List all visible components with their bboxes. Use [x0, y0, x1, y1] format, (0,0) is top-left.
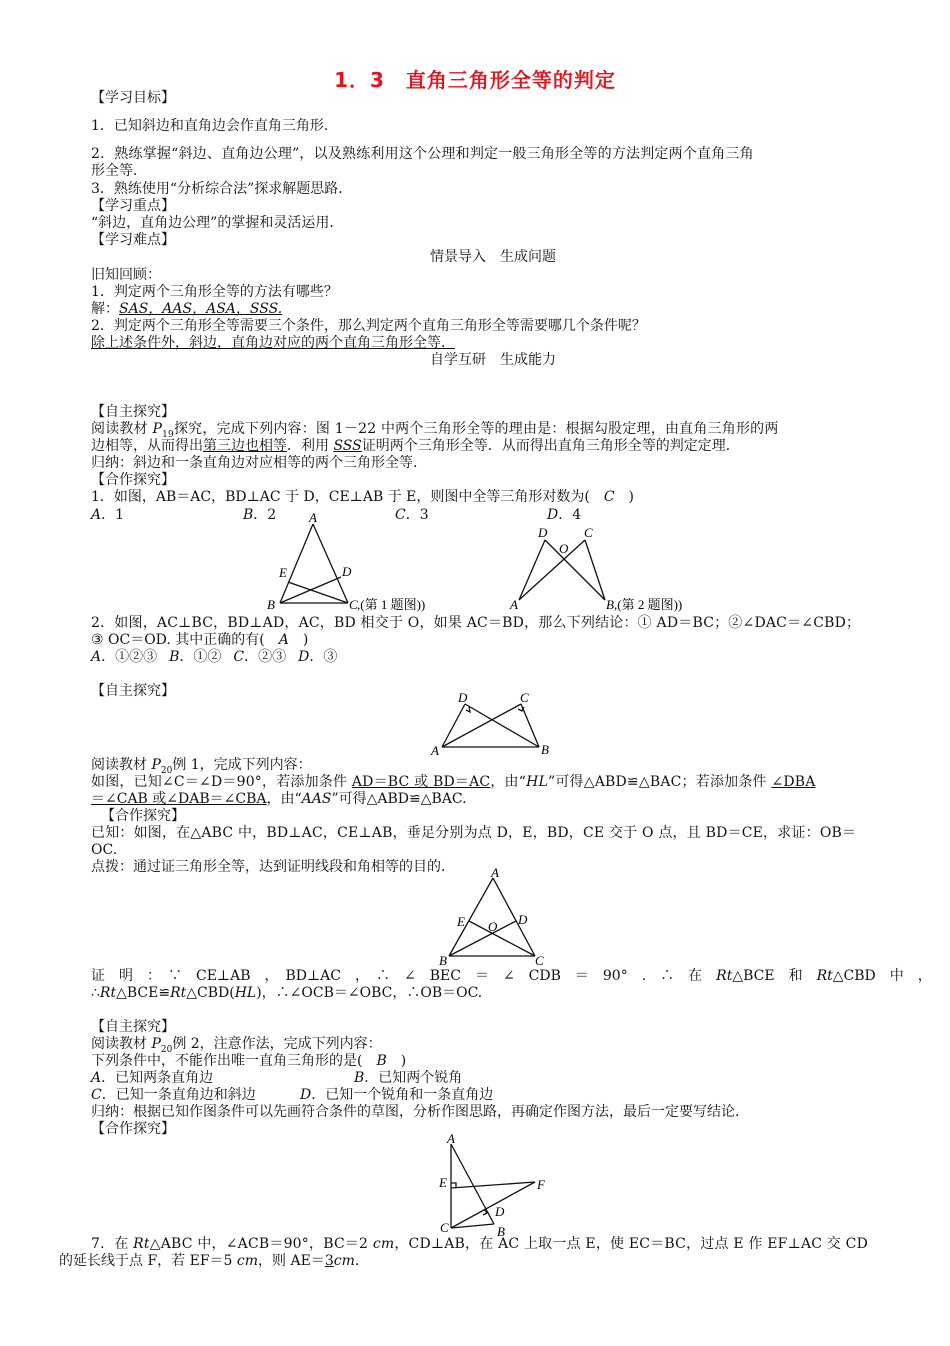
review-question-2: 2．判定两个三角形全等需要三个条件，那么判定两个直角三角形全等需要哪几个条件呢？ [91, 318, 646, 334]
question-1-option-b: B．2 [243, 507, 277, 523]
section-heading-objectives: 【学习目标】 [91, 90, 175, 106]
section-heading-difficulty: 【学习难点】 [91, 232, 175, 248]
fig2-caption: ,(第 2 题图)) [614, 597, 683, 612]
figure-5 [436, 1132, 556, 1242]
section-heading-self-explore-3: 【自主探究】 [91, 1019, 175, 1035]
fig5-label-a: A [447, 1131, 455, 1146]
fig4-label-e: E [457, 914, 465, 929]
fig3-side-db [465, 704, 539, 747]
fig2-label-a: A [510, 597, 518, 612]
objective-2-cont: 形全等． [91, 163, 147, 179]
fig4-label-o: O [488, 919, 498, 934]
fig1-label-d: D [342, 564, 352, 579]
question-7-cont: 的延长线于点 F，若 EF＝5 cm，则 AE＝3cm. [59, 1253, 360, 1269]
question-7: 7．在 Rt△ABC 中，∠ACB＝90°，BC＝2 cm，CD⊥AB，在 AC 上取一点 E，使 EC＝BC，过点 E 作 EF⊥AC 交 CD [91, 1236, 869, 1252]
fig5-label-d: D [495, 1204, 505, 1219]
question-1-option-d: D．4 [547, 507, 582, 523]
section-heading-key: 【学习重点】 [91, 198, 175, 214]
proof-hint: 点拨：通过证三角形全等，达到证明线段和角相等的目的． [91, 859, 455, 875]
question-2: 2．如图，AC⊥BC，BD⊥AD，AC，BD 相交于 O，如果 AC＝BD，那么下列结论：① AD＝BC；②∠DAC＝∠CBD； [91, 615, 861, 631]
section-heading-coop-3: 【合作探究】 [91, 1121, 175, 1137]
explore-3-text: 阅读教材 $P_{20}$例 2，注意作法，完成下列内容： [91, 1036, 382, 1055]
figure-1 [260, 510, 480, 620]
fig5-segment-ef [451, 1182, 535, 1188]
section-heading-coop-2: 【合作探究】 [101, 808, 185, 824]
review-heading: 旧知回顾： [91, 267, 161, 283]
fig1-label-a: A [309, 510, 317, 525]
fig3-label-c: C [520, 690, 529, 705]
fig5-label-e: E [439, 1175, 447, 1190]
question-3-option-b: B．已知两个锐角 [354, 1070, 463, 1086]
fig5-side-ab [451, 1144, 494, 1224]
question-3-option-a: A．已知两条直角边 [91, 1070, 214, 1086]
explore-1-summary: 归纳：斜边和一条直角边对应相等的两个三角形全等． [91, 455, 427, 471]
section-heading-self-explore-2: 【自主探究】 [91, 683, 175, 699]
objective-3: 3．熟练使用“分析综合法”探求解题思路． [91, 181, 353, 197]
fig2-label-o: O [559, 541, 569, 556]
fig3-label-a: A [431, 743, 439, 758]
question-1: 1．如图，AB＝AC，BD⊥AC 于 D，CE⊥AB 于 E，则图中全等三角形对数为( C ) [91, 489, 635, 505]
fig4-label-c: C [535, 953, 544, 968]
question-3-option-c: C．已知一条直角边和斜边 [91, 1087, 256, 1103]
question-3: 下列条件中，不能作出唯一直角三角形的是( B ) [91, 1053, 407, 1069]
explore-1-text: 阅读教材 $P_{19}$探究，完成下列内容：图 1－22 中两个三角形全等的理由是：根据勾股定理，由直角三角形的两 [91, 421, 779, 440]
explore-1-text-cont: 边相等，从而得出第三边也相等．利用 SSS证明两个三角形全等．从而得出直角三角形全等的判定定理． [91, 438, 740, 454]
figure-4 [436, 865, 556, 968]
fig5-label-f: F [537, 1177, 545, 1192]
review-answer-1: 解：SAS，AAS，ASA，SSS. [91, 301, 283, 317]
review-answer-2: 除上述条件外，斜边，直角边对应的两个直角三角形全等． [91, 335, 455, 351]
explore-2-text: 阅读教材 $P_{20}$例 1，完成下列内容： [91, 757, 312, 776]
section-heading-coop-1: 【合作探究】 [91, 472, 175, 488]
fig2-side-ad [519, 540, 545, 600]
review-question-1: 1．判定两个三角形全等的方法有哪些？ [91, 284, 338, 300]
question-1-option-a: A．1 [91, 507, 125, 523]
fig4-label-b: B [439, 953, 447, 968]
fig3-side-cb [521, 704, 539, 747]
fig4-label-d: D [518, 912, 528, 927]
figure-2 [505, 520, 745, 620]
fig1-label-b: B [267, 597, 275, 612]
fig3-label-d: D [458, 690, 468, 705]
objective-2: 2．熟练掌握“斜边、直角边公理”，以及熟练利用这个公理和判定一般三角形全等的方法判定两个直角三角 [91, 146, 754, 162]
question-2-options: A．①②③ B．①② C．②③ D．③ [91, 649, 338, 665]
fig2-label-d: D [538, 525, 548, 540]
fig2-side-cb [585, 540, 605, 600]
fig5-label-b: B [497, 1224, 505, 1239]
fig4-label-a: A [491, 865, 499, 880]
question-2-cont: ③ OC＝OD. 其中正确的有( A ) [91, 632, 309, 648]
proof-text: 证 明 ： ∵ CE⊥AB ， BD⊥AC ， ∴ ∠ BEC ＝ ∠ CDB ＝ 90° . ∴ 在 Rt△BCE 和 Rt△CBD 中 ， [91, 968, 932, 984]
question-1-option-c: C．3 [395, 507, 429, 523]
figure-3 [425, 690, 565, 760]
section-title-intro: 情景导入 生成问题 [430, 249, 556, 265]
proof-problem-cont: OC. [91, 842, 118, 858]
fig5-label-c: C [440, 1220, 449, 1235]
fig1-label-e: E [279, 565, 287, 580]
section-heading-self-explore-1: 【自主探究】 [91, 404, 175, 420]
proof-problem: 已知：如图，在△ABC 中，BD⊥AC，CE⊥AB，垂足分别为点 D，E，BD，CE 交于 O 点，且 BD＝CE，求证：OB＝ [91, 825, 857, 841]
fig3-label-b: B [541, 742, 549, 757]
fig3-right-angle-d [466, 707, 470, 712]
fig1-caption: ,(第 1 题图)) [357, 597, 426, 612]
page-title: 1．3 直角三角形全等的判定 [334, 68, 616, 92]
explore-2-answer: 如图，已知∠C＝∠D＝90°，若添加条件 AD＝BC 或 BD＝AC，由“HL”可得△ABD≌△BAC；若添加条件 ∠DBA [91, 774, 816, 790]
key-point-text: “斜边，直角边公理”的掌握和灵活运用． [91, 215, 344, 231]
fig2-label-b: B [606, 597, 614, 612]
objective-1: 1．已知斜边和直角边会作直角三角形． [91, 118, 338, 134]
question-3-option-d: D．已知一个锐角和一条直角边 [300, 1087, 494, 1103]
fig2-label-c: C [584, 525, 593, 540]
explore-2-answer-cont: ＝∠CAB 或∠DAB＝∠CBA，由“AAS”可得△ABD≌△BAC. [91, 791, 467, 807]
fig1-label-c: C [349, 597, 358, 612]
fig1-segment-ce [288, 582, 348, 603]
section-title-selfstudy: 自学互研 生成能力 [430, 352, 556, 368]
explore-3-summary: 归纳：根据已知作图条件可以先画符合条件的草图，分析作图思路，再确定作图方法，最后一定要写结论． [91, 1104, 749, 1120]
proof-text-cont: ∴Rt△BCE≌Rt△CBD(HL)，∴∠OCB＝∠OBC，∴OB＝OC. [91, 985, 483, 1001]
